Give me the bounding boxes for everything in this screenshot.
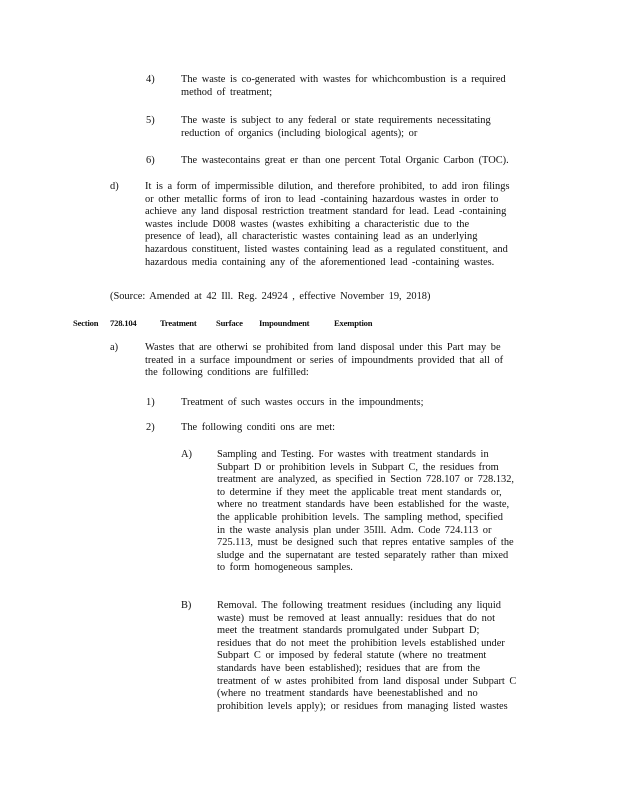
source-line: (Source: Amended at 42 Ill. Reg. 24924 , effective November 19, 2018): [110, 291, 431, 302]
item-label: 5): [146, 115, 155, 126]
paragraph: [181, 74, 527, 99]
paragraph-line: the following conditions are fulfilled:: [145, 367, 309, 379]
section-prefix: Section: [73, 318, 99, 328]
paragraph-line: achieve any land disposal restriction treatment standard for lead. Lead -containing: [145, 206, 507, 218]
paragraph-line: Subpart D or prohibition levels in Subpart C, the residues from: [217, 461, 499, 473]
paragraph-line: where no treatment standards have been established for the waste,: [217, 499, 510, 511]
paragraph-line: to determine if they meet the applicable treat ment standards or,: [217, 486, 502, 498]
paragraph-line: Sampling and Testing. For wastes with treatment standards in: [217, 449, 489, 460]
paragraph-line: standards have been established); residues that are from the: [217, 662, 480, 674]
paragraph-line: The following conditi ons are met:: [181, 422, 335, 433]
paragraph-line: method of treatment;: [181, 86, 273, 98]
paragraph-line: treatment are analyzed, as specified in Section 728.107 or 728.132,: [217, 474, 515, 486]
item-label: 2): [146, 422, 155, 433]
item-label: 6): [146, 155, 155, 166]
paragraph-line: The waste is co-generated with wastes for whichcombustion is a required: [181, 74, 506, 85]
paragraph-line: Wastes that are otherwi se prohibited from land disposal under this Part may be: [145, 342, 501, 353]
paragraph-line: It is a form of impermissible dilution, and therefore prohibited, to add iron filings: [145, 181, 510, 192]
item-label: 4): [146, 74, 155, 85]
paragraph-line: Treatment of such wastes occurs in the impoundments;: [181, 397, 424, 408]
item-label: d): [110, 181, 119, 192]
item-label: 1): [146, 397, 155, 408]
paragraph: [181, 397, 441, 410]
paragraph-line: Removal. The following treatment residues (including any liquid: [217, 600, 501, 611]
paragraph-line: sludge and the supernatant are tested separately rather than mixed: [217, 549, 509, 561]
paragraph-line: residues that do not meet the prohibition levels established under: [217, 637, 505, 649]
paragraph-line: or other metallic forms of iron to lead -containing hazardous wastes in order to: [145, 193, 499, 205]
paragraph: [181, 115, 511, 140]
paragraph-line: Subpart C or imposed by federal statute (where no treatment: [217, 650, 487, 662]
paragraph: [217, 449, 537, 575]
item-label: a): [110, 342, 119, 353]
section-title-word: Treatment: [160, 318, 197, 328]
paragraph-line: treatment of w astes prohibited from land disposal under Subpart C: [217, 675, 517, 687]
section-title-word: Exemption: [334, 318, 373, 328]
paragraph-line: meet the treatment standards promulgated under Subpart D;: [217, 625, 480, 637]
paragraph-line: presence of lead), all characteristic wastes containing lead as an underlying: [145, 231, 478, 243]
paragraph-line: treated in a surface impoundment or series of impoundments provided that all of: [145, 354, 504, 366]
item-label: A): [181, 449, 192, 460]
source-note: [110, 291, 470, 304]
paragraph-line: The wastecontains great er than one percent Total Organic Carbon (TOC).: [181, 155, 509, 166]
paragraph: [217, 600, 537, 713]
paragraph: [181, 422, 351, 435]
section-heading: [0, 318, 618, 330]
paragraph-line: wastes include D008 wastes (wastes exhibiting a characteristic due to the: [145, 218, 470, 230]
paragraph-line: hazardous constituent, listed wastes containing lead as a regulated constituent, and: [145, 243, 508, 255]
paragraph-line: 725.113, must be designed such that repres entative samples of the: [217, 537, 514, 549]
paragraph-line: reduction of organics (including biological agents); or: [181, 127, 418, 139]
paragraph-line: hazardous media containing any of the aforementioned lead -containing wastes.: [145, 256, 495, 268]
paragraph: [145, 181, 540, 269]
paragraph: [181, 155, 533, 168]
section-number: 728.104: [110, 318, 137, 328]
paragraph-line: to form homogeneous samples.: [217, 562, 353, 574]
item-label: B): [181, 600, 192, 611]
paragraph-line: the applicable prohibition levels. The sampling method, specified: [217, 511, 503, 523]
paragraph-line: (where no treatment standards have beenestablished and no: [217, 688, 478, 700]
section-title-word: Surface: [216, 318, 243, 328]
section-title-word: Impoundment: [259, 318, 310, 328]
paragraph-line: The waste is subject to any federal or state requirements necessitating: [181, 115, 491, 126]
paragraph: [145, 342, 535, 380]
paragraph-line: prohibition levels apply); or residues from managing listed wastes: [217, 700, 508, 712]
paragraph-line: waste) must be removed at least annually: residues that do not: [217, 612, 495, 624]
paragraph-line: in the waste analysis plan under 35Ill. Adm. Code 724.113 or: [217, 524, 492, 536]
